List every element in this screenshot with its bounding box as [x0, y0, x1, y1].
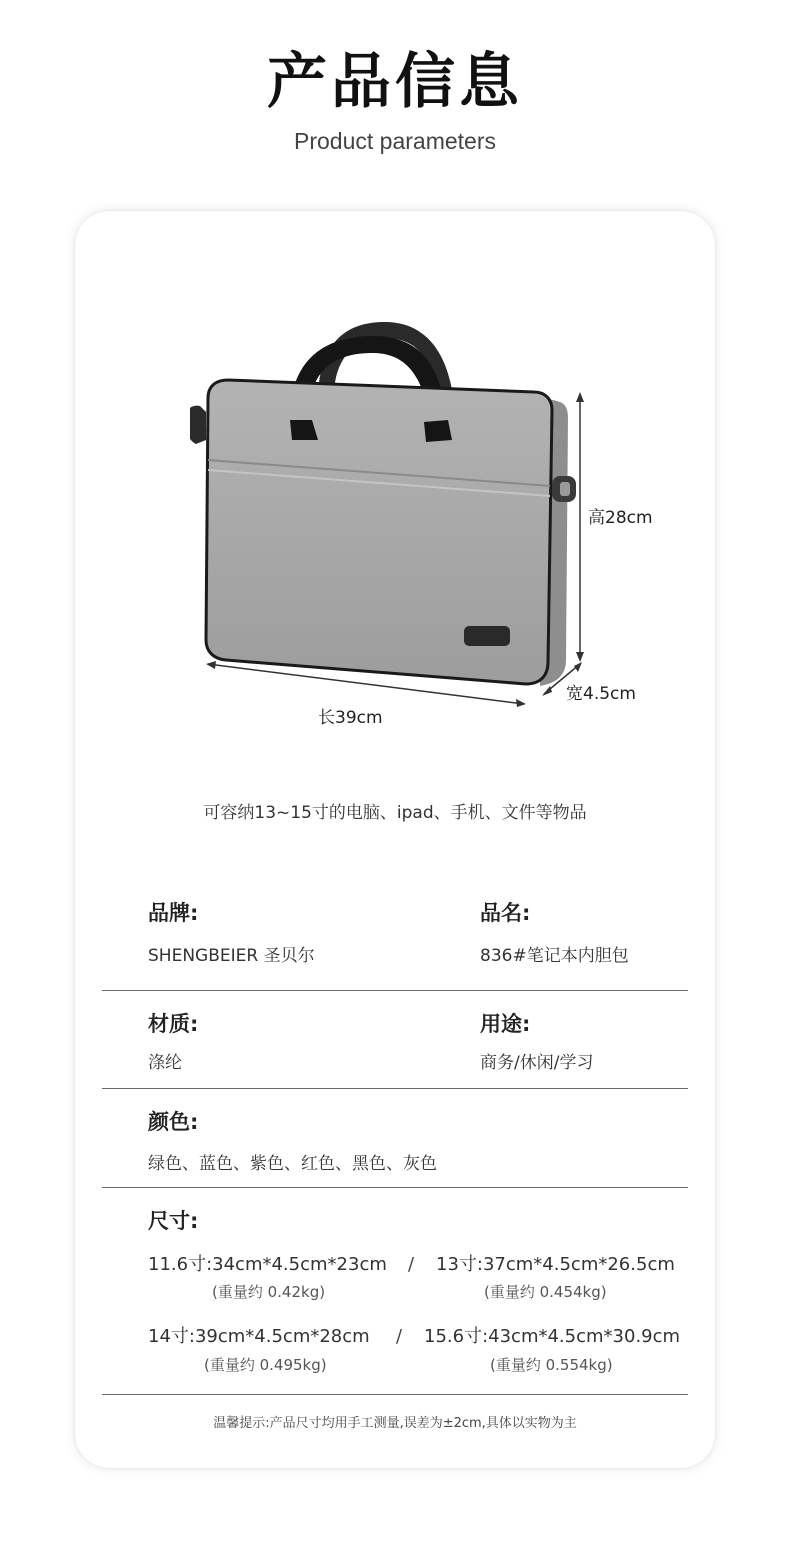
material-value: 涤纶: [148, 1053, 182, 1073]
size-label: 尺寸:: [148, 1209, 199, 1233]
height-dimension-label: 高28cm: [588, 508, 653, 528]
material-label: 材质:: [148, 1012, 199, 1036]
size-15-6-weight: (重量约 0.554kg): [490, 1356, 613, 1374]
size-11-6-weight: (重量约 0.42kg): [212, 1283, 326, 1301]
size-15-6-dims: 15.6寸:43cm*4.5cm*30.9cm: [424, 1326, 681, 1347]
divider: [102, 1394, 688, 1395]
usage-value: 商务/休闲/学习: [480, 1053, 594, 1073]
depth-dimension-label: 宽4.5cm: [566, 684, 636, 704]
brand-value: SHENGBEIER 圣贝尔: [148, 946, 315, 966]
size-separator: /: [408, 1254, 415, 1275]
size-13-dims: 13寸:37cm*4.5cm*26.5cm: [436, 1254, 675, 1275]
length-dimension-label: 长39cm: [318, 708, 383, 728]
capacity-description: 可容纳13~15寸的电脑、ipad、手机、文件等物品: [203, 803, 587, 823]
measurement-note: 温馨提示:产品尺寸均用手工测量,误差为±2cm,具体以实物为主: [213, 1416, 577, 1431]
divider: [102, 1187, 688, 1188]
color-label: 颜色:: [148, 1110, 199, 1134]
divider: [102, 1088, 688, 1089]
divider: [102, 990, 688, 991]
page-subtitle: Product parameters: [294, 128, 496, 154]
size-14-weight: (重量约 0.495kg): [204, 1356, 327, 1374]
usage-label: 用途:: [480, 1012, 531, 1036]
product-name-label: 品名:: [480, 901, 531, 925]
color-value: 绿色、蓝色、紫色、红色、黑色、灰色: [148, 1154, 437, 1174]
brand-patch: [464, 626, 510, 646]
page-title: 产品信息: [267, 47, 523, 117]
size-14-dims: 14寸:39cm*4.5cm*28cm: [148, 1326, 370, 1347]
size-11-6-dims: 11.6寸:34cm*4.5cm*23cm: [148, 1254, 387, 1275]
size-separator: /: [396, 1326, 403, 1347]
size-13-weight: (重量约 0.454kg): [484, 1283, 607, 1301]
product-name-value: 836#笔记本内胆包: [480, 946, 629, 966]
brand-label: 品牌:: [148, 901, 199, 925]
